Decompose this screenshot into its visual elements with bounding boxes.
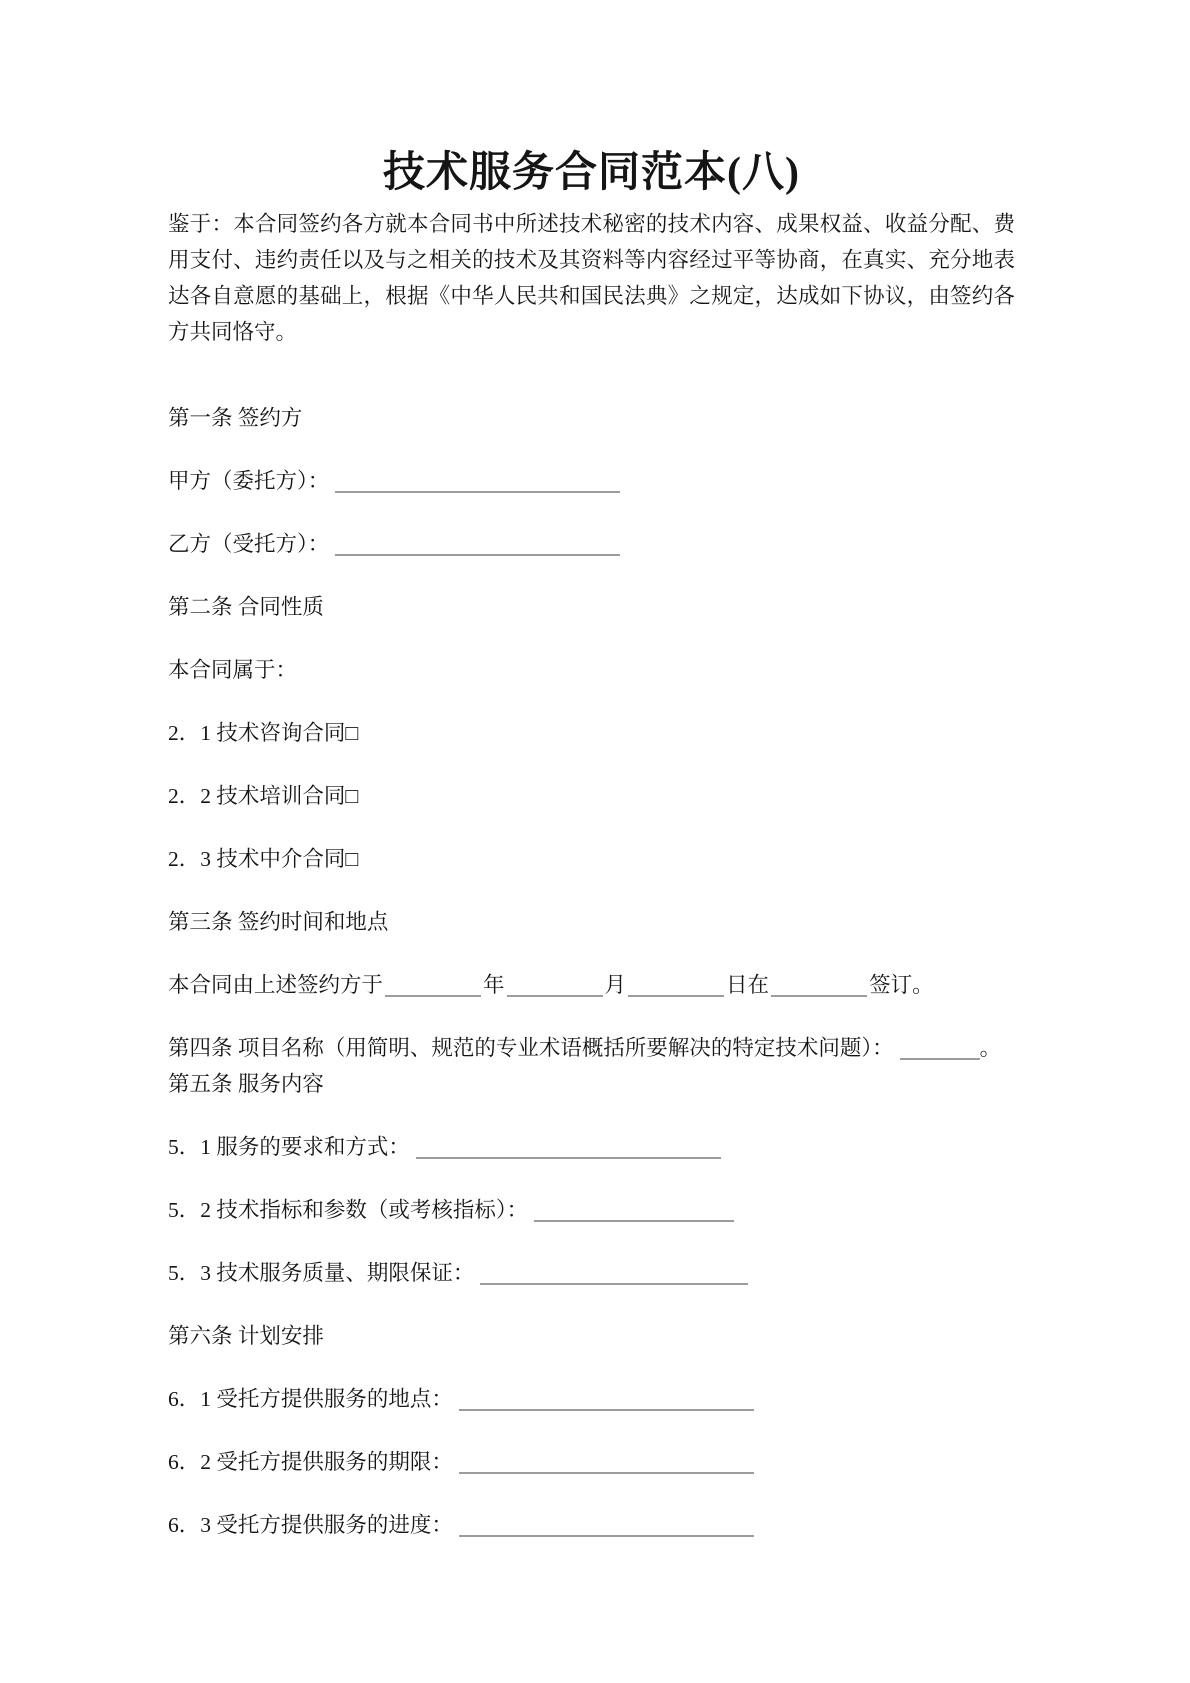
party-b-blank-line: [335, 538, 620, 556]
month-blank-line: [507, 979, 603, 997]
year-blank-line: [385, 979, 481, 997]
article1-heading: 第一条 签约方: [168, 406, 303, 430]
plan-item-6-1-blank-line: [459, 1393, 754, 1411]
option-2-3-line: [168, 841, 1015, 877]
project-name-blank-line: [900, 1042, 980, 1060]
service-item-5-3-blank-line: [480, 1267, 748, 1285]
plan-item-6-2-blank-line: [459, 1456, 754, 1474]
article2-heading: 第二条 合同性质: [168, 595, 324, 619]
service-item-5-2-line: [168, 1192, 1015, 1228]
plan-item-6-3-line: [168, 1507, 1015, 1543]
option-2-2-line: [168, 778, 1015, 814]
article4-lead: 第四条 项目名称（用简明、规范的专业术语概括所要解决的特定技术问题）：: [168, 1036, 894, 1060]
option-2-1-line: [168, 715, 1015, 751]
plan-item-6-2-line: [168, 1444, 1015, 1480]
plan-item-6-3-label: 6．3 受托方提供服务的进度：: [168, 1513, 453, 1537]
signing-date-line: [168, 967, 1015, 1003]
date-text-month: 月: [604, 973, 627, 997]
article5-heading: 第五条 服务内容: [168, 1072, 324, 1096]
service-item-5-1-label: 5．1 服务的要求和方式：: [168, 1135, 410, 1159]
plan-item-6-1-line: [168, 1381, 1015, 1417]
service-item-5-1-blank-line: [416, 1141, 721, 1159]
article2-lead: 本合同属于：: [168, 658, 298, 682]
service-item-5-2-blank-line: [534, 1204, 734, 1222]
service-item-5-3-label: 5．3 技术服务质量、期限保证：: [168, 1261, 475, 1285]
day-blank-line: [628, 979, 724, 997]
date-text-year: 年: [483, 973, 505, 997]
plan-item-6-3-blank-line: [459, 1519, 754, 1537]
date-text-1: 本合同由上述签约方于: [168, 973, 384, 997]
checkbox-square-icon: □: [345, 847, 359, 871]
option-2-3-label: 2．3 技术中介合同: [168, 847, 346, 871]
party-a-label: 甲方（委托方）：: [168, 469, 330, 493]
service-item-5-3-line: [168, 1255, 1015, 1291]
party-a-blank-line: [335, 475, 620, 493]
option-2-2-label: 2．2 技术培训合同: [168, 784, 346, 808]
party-b-line: [168, 526, 1015, 562]
checkbox-square-icon: □: [345, 784, 359, 808]
place-blank-line: [771, 979, 867, 997]
date-text-signed: 签订。: [869, 973, 934, 997]
checkbox-square-icon: □: [345, 721, 359, 745]
intro-paragraph: 鉴于：本合同签约各方就本合同书中所述技术秘密的技术内容、成果权益、收益分配、费用支付、违约责任以及与之相关的技术及其资料等内容经过平等协商，在真实、充分地表达各自意愿的基础上，根据《中华人民共和国民法典》之规定，达成如下协议，由签约各方共同恪守。: [168, 212, 1015, 344]
article4-line: [168, 1030, 1015, 1066]
party-b-label: 乙方（受托方）：: [168, 532, 330, 556]
article4-period: 。: [979, 1036, 1002, 1060]
service-item-5-1-line: [168, 1129, 1015, 1165]
option-2-1-label: 2．1 技术咨询合同: [168, 721, 346, 745]
plan-item-6-1-label: 6．1 受托方提供服务的地点：: [168, 1387, 453, 1411]
article6-heading: 第六条 计划安排: [168, 1324, 324, 1348]
party-a-line: [168, 463, 1015, 499]
service-item-5-2-label: 5．2 技术指标和参数（或考核指标）：: [168, 1198, 529, 1222]
article3-heading: 第三条 签约时间和地点: [168, 910, 389, 934]
page-title: 技术服务合同范本(八): [383, 150, 800, 196]
plan-item-6-2-label: 6．2 受托方提供服务的期限：: [168, 1450, 453, 1474]
date-text-day-place: 日在: [726, 973, 770, 997]
